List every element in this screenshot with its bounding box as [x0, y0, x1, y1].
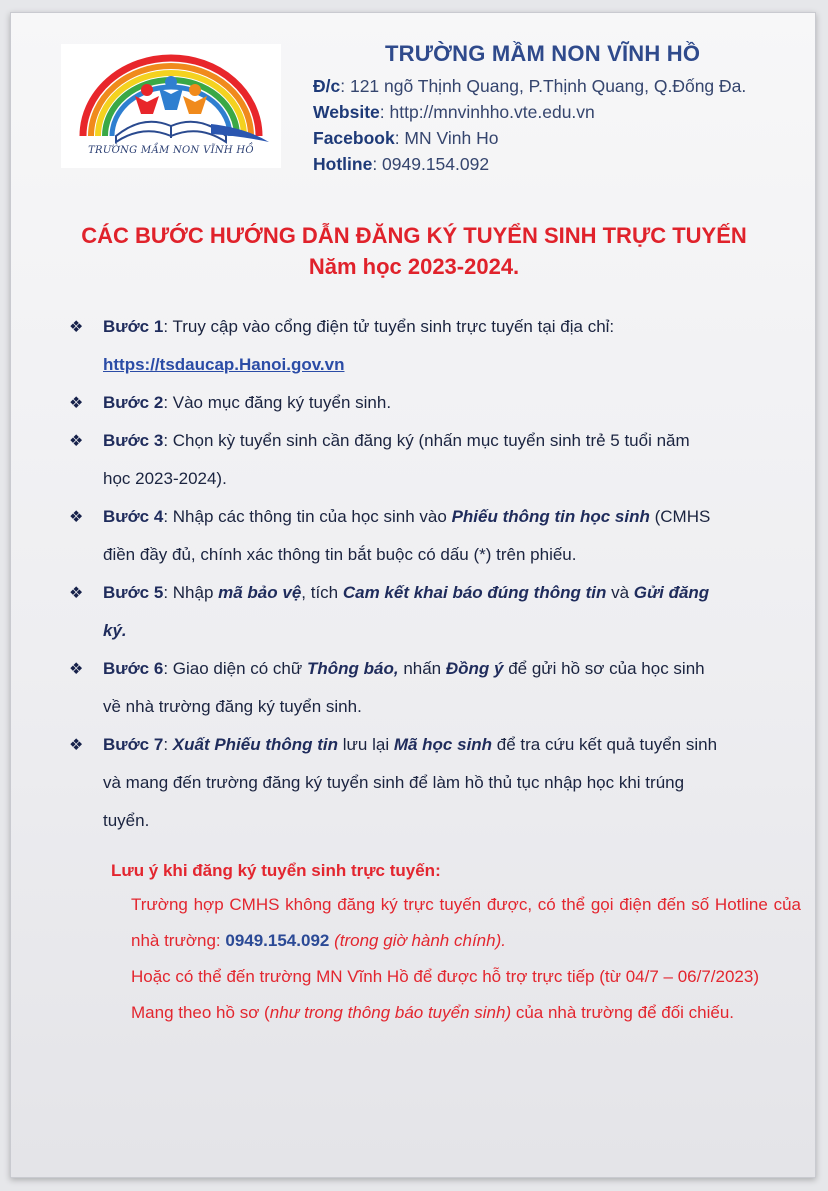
- step-1: [63, 308, 793, 384]
- step-text: để gửi hồ sơ của học sinh: [503, 659, 705, 678]
- step-text: học 2023-2024).: [103, 469, 227, 488]
- facebook-value: : MN Vinh Ho: [394, 128, 499, 148]
- step-text: để tra cứu kết quả tuyển sinh: [492, 735, 718, 754]
- diamond-bullet-icon: ❖: [69, 317, 84, 336]
- step-2: [63, 384, 793, 422]
- step-text: điền đầy đủ, chính xác thông tin bắt buộc có dấu (*) trên phiếu.: [103, 545, 577, 564]
- step-4: [63, 498, 793, 574]
- hotline-line: [313, 151, 803, 177]
- diamond-bullet-icon: ❖: [69, 735, 84, 754]
- step-text: (CMHS: [649, 507, 711, 526]
- step-text: , tích: [301, 583, 343, 602]
- website-label: Website: [313, 102, 380, 122]
- step-text: và: [606, 583, 634, 602]
- step-emphasis: Xuất Phiếu thông tin: [172, 735, 339, 754]
- note-italic: như trong thông báo tuyển sinh): [269, 1003, 512, 1022]
- step-emphasis: Gửi đăng: [633, 583, 710, 602]
- step-text: nhấn: [398, 659, 446, 678]
- step-text: lưu lại: [338, 735, 394, 754]
- note-italic: (trong giờ hành chính).: [329, 931, 506, 950]
- website-line: [313, 99, 803, 125]
- step-text: tuyển.: [103, 811, 150, 830]
- note-text: Trường hợp CMHS không đăng ký trực tuyến được, có thể gọi điện đến số Hotline của nhà trường:: [131, 895, 801, 950]
- note-title: Lưu ý khi đăng ký tuyển sinh trực tuyến:: [111, 861, 441, 880]
- steps-list: [63, 308, 793, 840]
- facebook-line: [313, 125, 803, 151]
- step-label: Bước 5: [103, 583, 164, 602]
- rainbow-book-logo-icon: [61, 44, 281, 144]
- facebook-label: Facebook: [313, 128, 395, 148]
- hotline-value: : 0949.154.092: [372, 154, 490, 174]
- step-5: [63, 574, 793, 650]
- school-info: [313, 41, 803, 177]
- note-text: Mang theo hồ sơ (: [131, 1003, 270, 1022]
- address-value: : 121 ngõ Thịnh Quang, P.Thịnh Quang, Q.Đống Đa.: [340, 76, 747, 96]
- document-page: [10, 12, 816, 1178]
- address-line: [313, 73, 803, 99]
- step-emphasis: ký.: [103, 621, 127, 640]
- step-7: [63, 726, 793, 840]
- step-emphasis: mã bảo vệ: [218, 583, 302, 602]
- step-label: Bước 1: [103, 317, 164, 336]
- note-text: của nhà trường để đối chiếu.: [511, 1003, 735, 1022]
- step-text: và mang đến trường đăng ký tuyển sinh để làm hồ thủ tục nhập học khi trúng: [103, 773, 685, 792]
- website-value[interactable]: : http://mnvinhho.vte.edu.vn: [379, 102, 595, 122]
- logo-caption: TRƯỜNG MẦM NON VĨNH HỒ: [88, 145, 254, 156]
- step-emphasis: Đồng ý: [445, 659, 504, 678]
- step-text: : Chọn kỳ tuyển sinh cần đăng ký (nhấn mục tuyển sinh trẻ 5 tuổi năm: [163, 431, 690, 450]
- diamond-bullet-icon: ❖: [69, 659, 84, 678]
- step-label: Bước 6: [103, 659, 164, 678]
- registration-portal-link[interactable]: https://tsdaucap.Hanoi.gov.vn: [103, 355, 345, 374]
- note-paragraph-hotline: [111, 887, 801, 959]
- step-text: : Giao diện có chữ: [163, 659, 307, 678]
- note-paragraph-visit: Hoặc có thể đến trường MN Vĩnh Hồ để được hỗ trợ trực tiếp (từ 04/7 – 06/7/2023): [131, 967, 759, 986]
- note-paragraph-documents: [111, 995, 801, 1031]
- diamond-bullet-icon: ❖: [69, 583, 84, 602]
- step-label: Bước 4: [103, 507, 164, 526]
- step-emphasis: Cam kết khai báo đúng thông tin: [342, 583, 607, 602]
- step-text: : Truy cập vào cổng điện tử tuyển sinh trực tuyến tại địa chỉ:: [163, 317, 615, 336]
- school-name: TRƯỜNG MẦM NON VĨNH HỒ: [385, 41, 701, 66]
- diamond-bullet-icon: ❖: [69, 393, 84, 412]
- step-label: Bước 2: [103, 393, 164, 412]
- step-emphasis: Thông báo,: [307, 659, 399, 678]
- step-text: : Nhập: [163, 583, 219, 602]
- diamond-bullet-icon: ❖: [69, 431, 84, 450]
- hotline-label: Hotline: [313, 154, 373, 174]
- step-text: : Nhập các thông tin của học sinh vào: [163, 507, 452, 526]
- step-3: [63, 422, 793, 498]
- document-title: CÁC BƯỚC HƯỚNG DẪN ĐĂNG KÝ TUYỂN SINH TRỰC TUYẾN: [81, 223, 747, 248]
- step-text: :: [163, 735, 173, 754]
- school-logo: [61, 44, 281, 168]
- step-emphasis: Phiếu thông tin học sinh: [451, 507, 650, 526]
- step-label: Bước 7: [103, 735, 164, 754]
- step-emphasis: Mã học sinh: [393, 735, 493, 754]
- diamond-bullet-icon: ❖: [69, 507, 84, 526]
- step-label: Bước 3: [103, 431, 164, 450]
- step-text: về nhà trường đăng ký tuyển sinh.: [103, 697, 362, 716]
- note-hotline: 0949.154.092: [225, 931, 330, 950]
- document-subtitle: Năm học 2023-2024.: [308, 254, 520, 279]
- registration-note: [111, 855, 801, 1031]
- step-text: : Vào mục đăng ký tuyển sinh.: [163, 393, 392, 412]
- step-6: [63, 650, 793, 726]
- address-label: Đ/c: [313, 76, 341, 96]
